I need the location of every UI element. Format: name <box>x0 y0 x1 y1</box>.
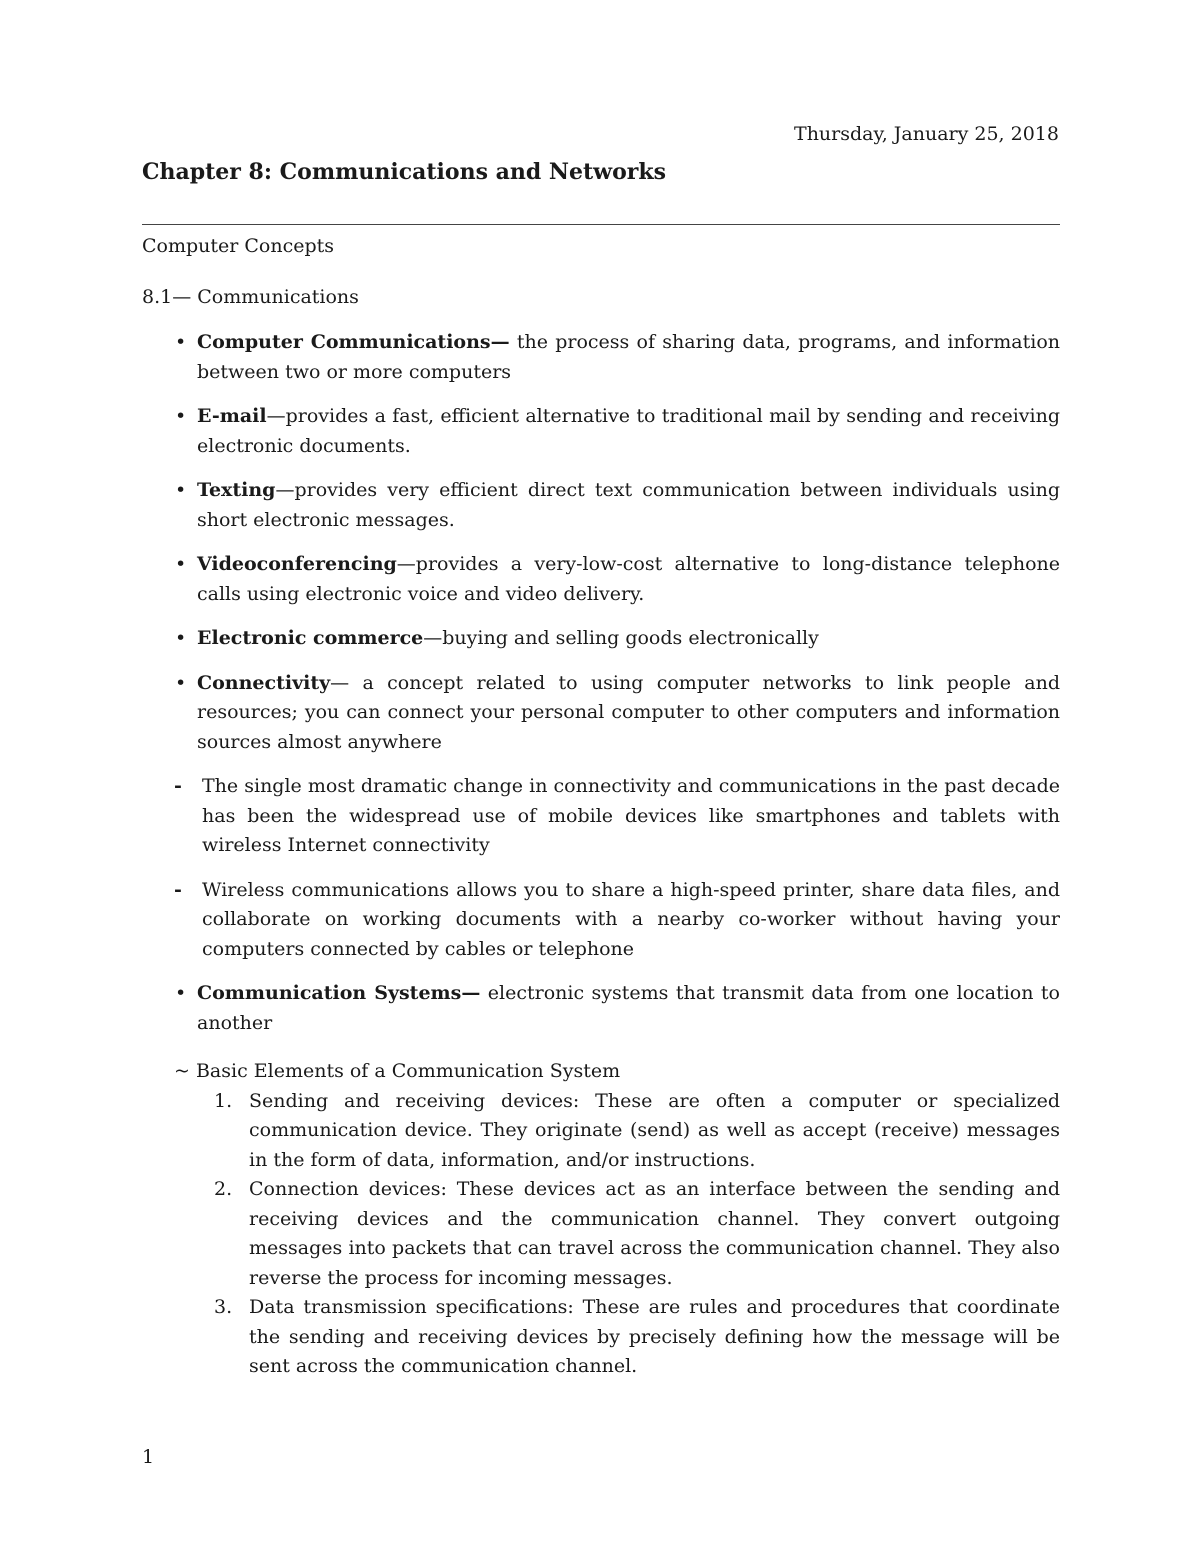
bullet-text: the process of sharing data, programs, and information between two or more computers <box>197 331 1060 383</box>
dash-item <box>142 772 1060 861</box>
bullet-term: Connectivity <box>197 671 331 694</box>
bullet-marker: • <box>175 553 187 575</box>
bullet-text: —buying and selling goods electronically <box>423 627 819 649</box>
bullet-text: —provides a very-low-cost alternative to long-distance telephone calls using electronic voice and video delivery. <box>197 553 1060 605</box>
bullet-term: Communication Systems— <box>197 982 481 1004</box>
bullet-item <box>142 550 1060 609</box>
bullet-item <box>142 979 1060 1038</box>
bullet-text: —provides very efficient direct text communication between individuals using short electronic messages. <box>197 479 1060 531</box>
bullet-marker: • <box>175 479 187 501</box>
bullet-item <box>142 402 1060 461</box>
page-number: 1 <box>142 1446 155 1468</box>
bullet-term: Texting <box>197 479 276 501</box>
bullet-text: —provides a fast, efficient alternative to traditional mail by sending and receiving electronic documents. <box>197 405 1060 457</box>
dash-text: Wireless communications allows you to share a high-speed printer, share data files, and collaborate on working documents with a nearby co-worker without having your computers connected by cables or telephone <box>202 878 1060 960</box>
numbered-item <box>142 1087 1060 1176</box>
bullet-term: Computer Communications— <box>197 331 510 353</box>
dash-marker: - <box>174 878 182 901</box>
item-text: Data transmission specifications: These are rules and procedures that coordinate the sending and receiving devices by precisely defining how the message will be sent across the communication channel. <box>249 1296 1060 1377</box>
item-text: Sending and receiving devices: These are often a computer or specialized communication device. They originate (send) as well as accept (receive) messages in the form of data, information, and/or instructions. <box>249 1089 1060 1171</box>
bullet-item <box>142 669 1060 758</box>
bullet-item <box>142 624 1060 654</box>
bullet-item <box>142 476 1060 535</box>
bullet-term: E-mail <box>197 405 267 427</box>
item-number: 3. <box>214 1296 233 1318</box>
dash-marker: - <box>174 775 182 797</box>
dash-item <box>142 876 1060 965</box>
bullet-term: Videoconferencing <box>197 553 397 575</box>
bullet-marker: • <box>175 331 187 353</box>
horizontal-rule <box>142 224 1060 225</box>
bullet-marker: • <box>175 405 187 427</box>
basic-elements-section <box>142 1057 1060 1382</box>
numbered-item <box>142 1293 1060 1382</box>
numbered-list <box>142 1087 1060 1382</box>
section-heading: 8.1— Communications <box>142 286 359 308</box>
bullet-marker: • <box>175 627 187 649</box>
elements-heading: ~ Basic Elements of a Communication System <box>174 1060 621 1082</box>
bullet-list <box>142 328 1060 1038</box>
item-number: 1. <box>214 1089 233 1112</box>
chapter-title: Chapter 8: Communications and Networks <box>142 159 667 185</box>
bullet-text: — a concept related to using computer networks to link people and resources; you can connect your personal computer to other computers and information sources almost anywhere <box>197 671 1060 753</box>
numbered-item <box>142 1175 1060 1293</box>
bullet-text: electronic systems that transmit data from one location to another <box>197 982 1060 1034</box>
subtitle: Computer Concepts <box>142 235 335 257</box>
bullet-item <box>142 328 1060 387</box>
item-text: Connection devices: These devices act as an interface between the sending and receiving devices and the communication channel. They convert outgoing messages into packets that can travel across the communication channel. They also reverse the process for incoming messages. <box>249 1178 1060 1289</box>
bullet-marker: • <box>175 671 187 694</box>
dash-text: The single most dramatic change in connectivity and communications in the past decade has been the widespread use of mobile devices like smartphones and tablets with wireless Internet connectivity <box>202 775 1060 856</box>
bullet-marker: • <box>175 982 187 1004</box>
item-number: 2. <box>214 1178 233 1200</box>
bullet-term: Electronic commerce <box>197 627 424 649</box>
document-date: Thursday, January 25, 2018 <box>794 123 1059 145</box>
